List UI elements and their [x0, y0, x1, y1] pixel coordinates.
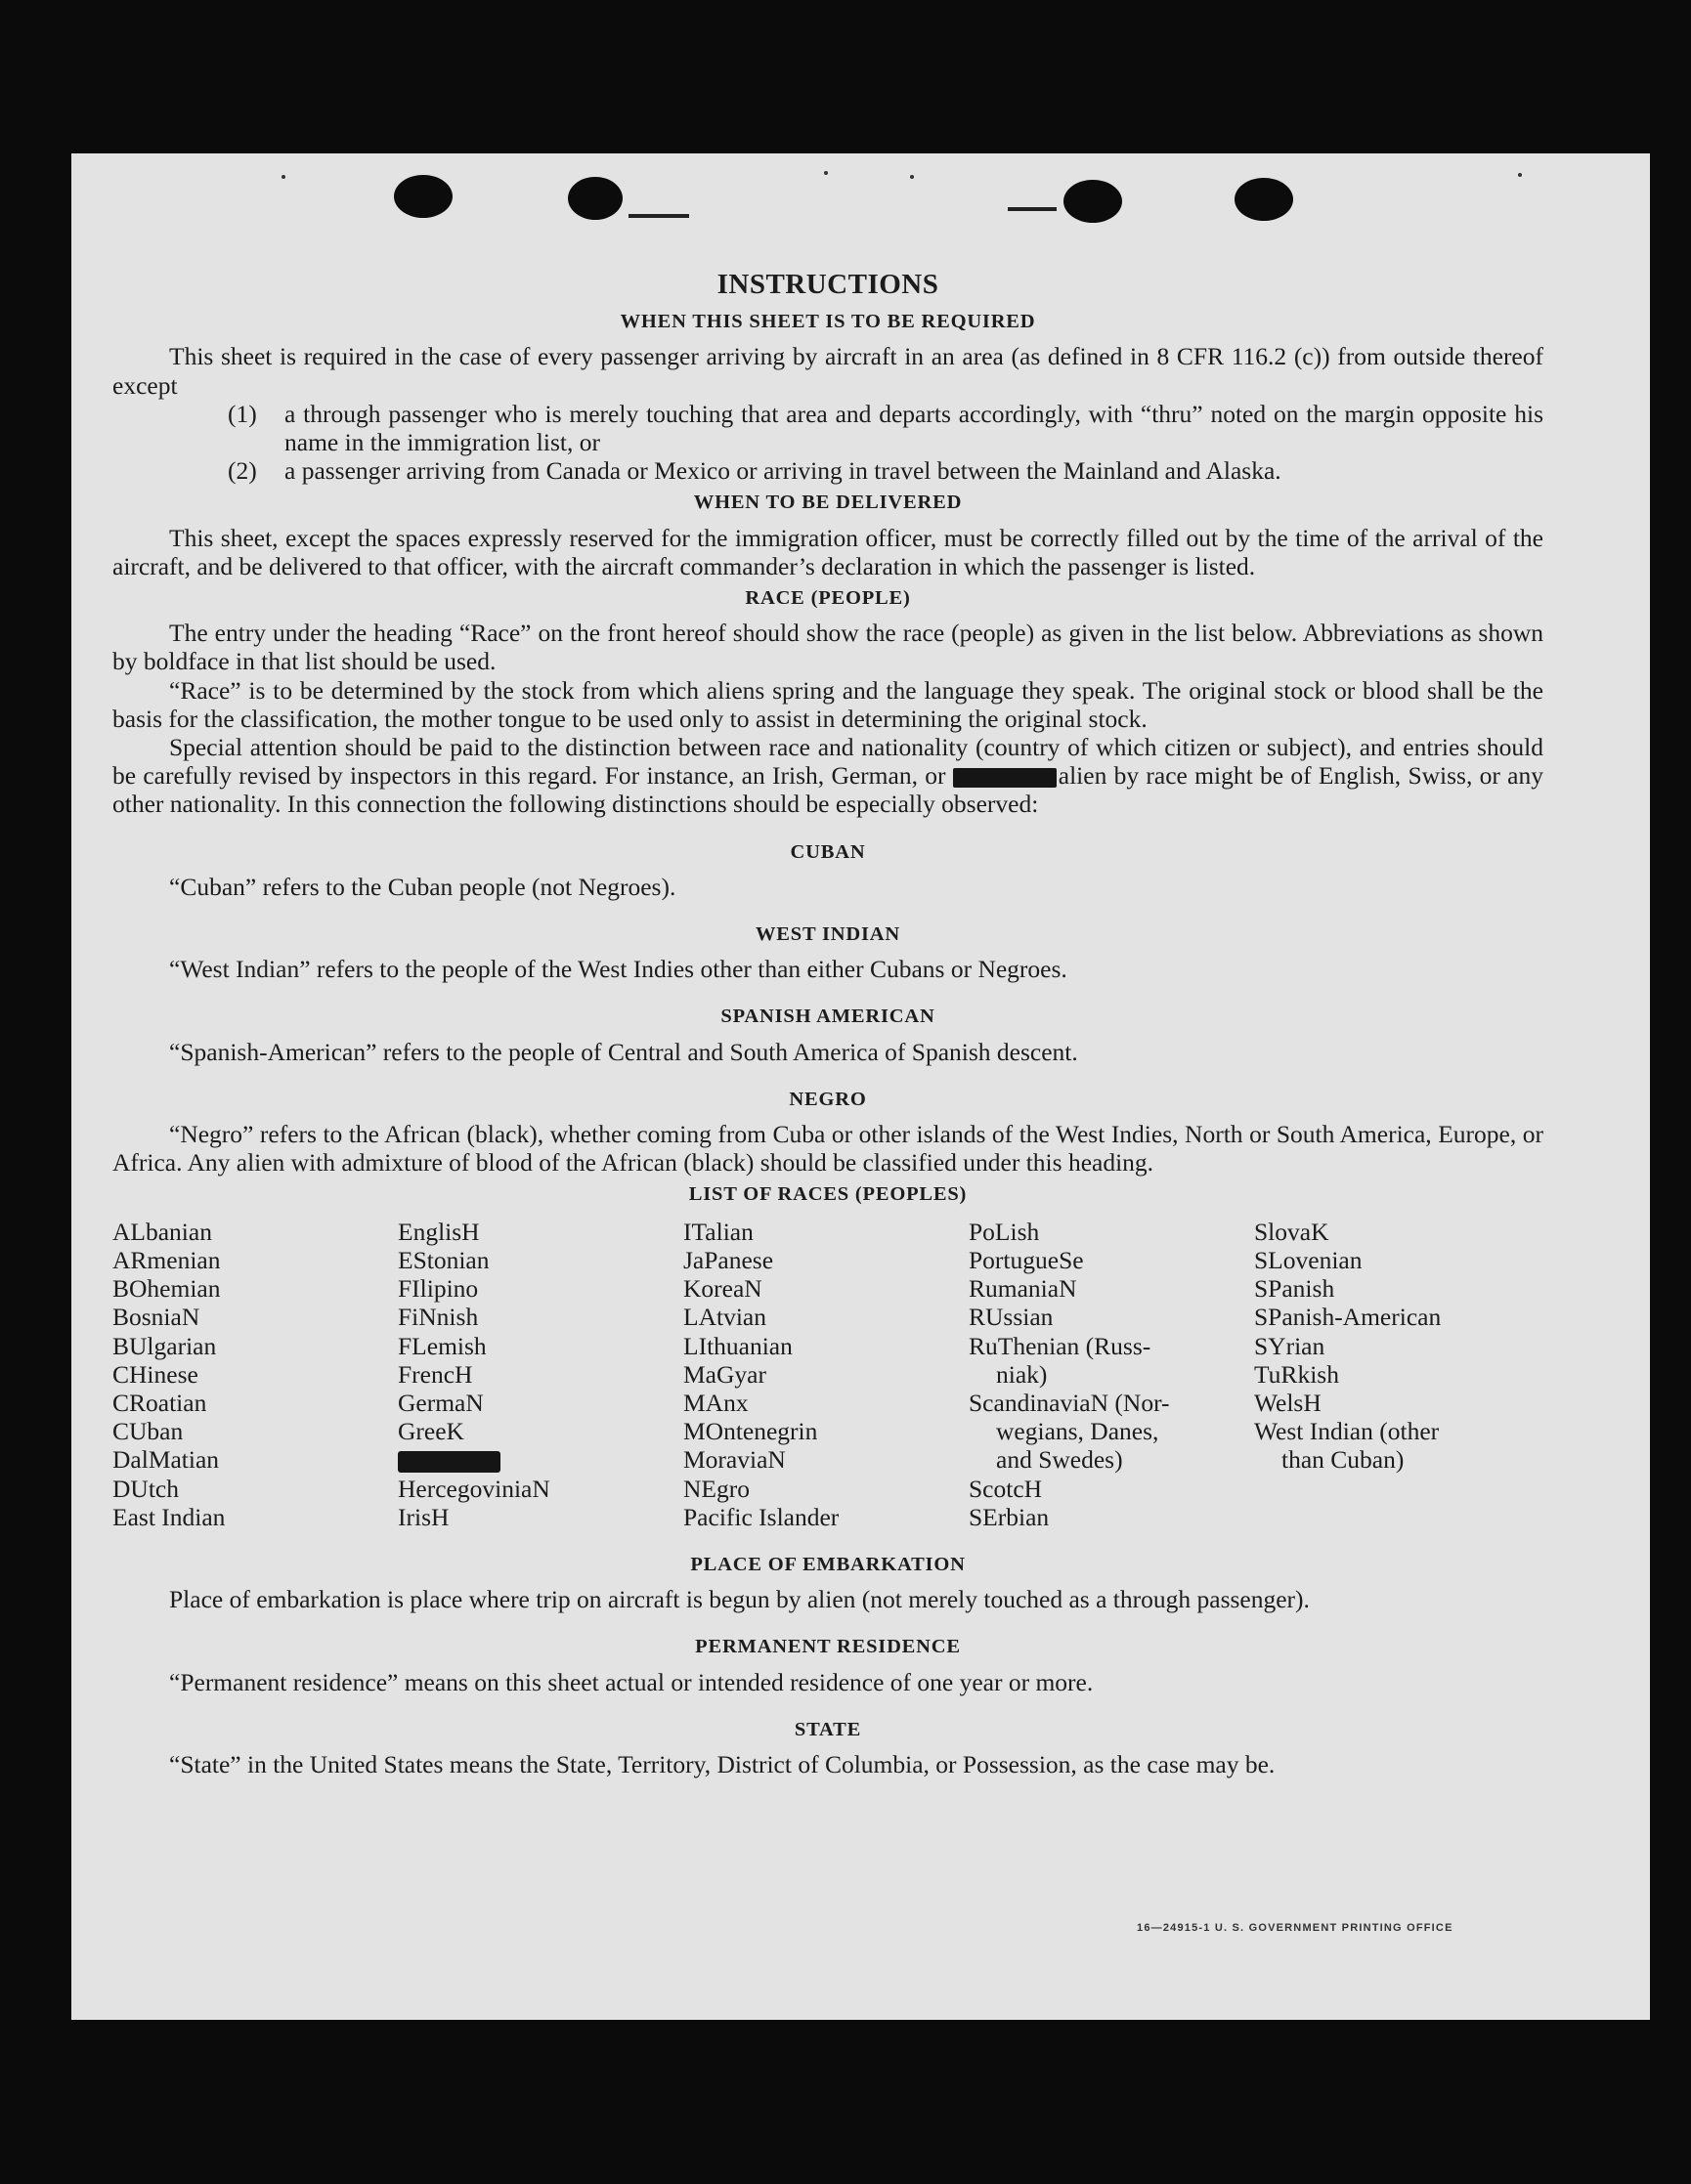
paragraph-race-3-text: Special attention should be paid to the distinction between race and nationality (country of which citizen or subject), and entries should be carefully revised by inspectors in this regard. For instance, an Irish, German, or [112, 733, 1543, 791]
race-entry: SPanish [1254, 1274, 1335, 1304]
paragraph-embarkation: Place of embarkation is place where trip on aircraft is begun by alien (not merely touched as a through passenger). [169, 1585, 1310, 1614]
race-entry: CHinese [112, 1359, 198, 1389]
item-number: (1) [228, 399, 257, 428]
race-entry: EStonian [398, 1245, 490, 1274]
paragraph-west-indian: “West Indian” refers to the people of the West Indies other than either Cubans or Negroes. [169, 955, 1067, 984]
heading-when-delivered: WHEN TO BE DELIVERED [693, 492, 963, 514]
race-entry: HercegoviniaN [398, 1474, 550, 1503]
race-entry: RuThenian (Russ- [969, 1331, 1151, 1360]
paragraph-race-1: The entry under the heading “Race” on the front hereof should show the race (people) as given in the list below. Abbreviations as shown by boldface in that list should be used. [112, 619, 1543, 676]
heading-embarkation: PLACE OF EMBARKATION [690, 1553, 966, 1575]
race-entry: SErbian [969, 1502, 1050, 1531]
race-entry-continued: wegians, Danes, [996, 1417, 1159, 1446]
race-entry: RumaniaN [969, 1274, 1077, 1304]
race-entry: TuRkish [1254, 1359, 1339, 1389]
punch-hole [1235, 178, 1293, 221]
race-entry: FIlipino [398, 1274, 479, 1304]
race-entry: CUban [112, 1417, 184, 1446]
race-entry: SYrian [1254, 1331, 1325, 1360]
race-entry: ScotcH [969, 1474, 1043, 1503]
race-entry: ITalian [683, 1217, 754, 1246]
race-entry: DalMatian [112, 1445, 220, 1475]
race-entry: FiNnish [398, 1303, 479, 1332]
paragraph-race-2: “Race” is to be determined by the stock from which aliens spring and the language they speak. The original stock or blood shall be the basis for the classification, the mother tongue to be used only to assist in determining the original stock. [112, 675, 1543, 733]
race-entry: BUlgarian [112, 1331, 217, 1360]
race-entry: JaPanese [683, 1245, 774, 1274]
paragraph-when-delivered: This sheet, except the spaces expressly reserved for the immigration officer, must be correctly filled out by the time of the arrival of the aircraft, and be delivered to that officer, with the aircraft commander’s declaration in which the passenger is listed. [112, 523, 1543, 580]
item-text: a passenger arriving from Canada or Mexico or arriving in travel between the Mainland and Alaska. [284, 456, 1281, 486]
race-entry: SlovaK [1254, 1217, 1329, 1246]
redacted-race-entry [398, 1445, 683, 1474]
race-entry: RUssian [969, 1303, 1054, 1332]
heading-when-required: WHEN THIS SHEET IS TO BE REQUIRED [620, 311, 1036, 333]
paragraph-race-3-cont: alien by race might be of English, Swiss, or any other nationality. In this connection the following distinctions should be especially observed: [112, 761, 1544, 819]
paragraph-cuban: “Cuban” refers to the Cuban people (not Negroes). [169, 872, 676, 901]
punch-hole [1063, 180, 1122, 223]
punch-hole [394, 175, 453, 218]
race-entry: ScandinaviaN (Nor- [969, 1388, 1170, 1417]
races-list [112, 1218, 1543, 1531]
heading-list-of-races: LIST OF RACES (PEOPLES) [688, 1183, 968, 1206]
race-entry: East Indian [112, 1502, 226, 1531]
paragraph-negro: “Negro” refers to the African (black), whether coming from Cuba or other islands of the West Indies, North or South America, Europe, or Africa. Any alien with admixture of blood of the African (black) should be classified under this heading. [112, 1120, 1543, 1178]
race-entry: LAtvian [683, 1303, 766, 1332]
instructions-content [112, 271, 1543, 1778]
redaction-mark [953, 768, 1057, 788]
race-entry: CRoatian [112, 1388, 207, 1417]
race-entry: MOntenegrin [683, 1417, 818, 1446]
race-entry: ALbanian [112, 1217, 212, 1246]
heading-state: STATE [794, 1718, 862, 1740]
scan-speck [282, 175, 285, 179]
page-title: INSTRUCTIONS [716, 269, 939, 300]
race-entry: MAnx [683, 1388, 749, 1417]
race-entry: LIthuanian [683, 1331, 793, 1360]
race-entry: NEgro [683, 1474, 750, 1503]
race-entry: Pacific Islander [683, 1502, 840, 1531]
race-entry: West Indian (other [1254, 1417, 1440, 1446]
scan-mark [1008, 207, 1057, 211]
races-column [969, 1218, 1254, 1531]
race-entry: GermaN [398, 1388, 484, 1417]
scan-speck [910, 175, 914, 179]
paragraph-state: “State” in the United States means the State, Territory, District of Columbia, or Possession, as the case may be. [169, 1749, 1276, 1778]
paragraph-residence: “Permanent residence” means on this sheet actual or intended residence of one year or more. [169, 1667, 1094, 1696]
races-column [683, 1218, 969, 1531]
race-entry: BosniaN [112, 1303, 200, 1332]
heading-race: RACE (PEOPLE) [745, 587, 911, 610]
race-entry: SLovenian [1254, 1245, 1363, 1274]
paragraph-when-required: This sheet is required in the case of every passenger arriving by aircraft in an area (as defined in 8 CFR 116.2 (c)) from outside thereof except [112, 342, 1543, 400]
heading-residence: PERMANENT RESIDENCE [695, 1636, 961, 1658]
race-entry: EnglisH [398, 1217, 480, 1246]
race-entry: PoLish [969, 1217, 1040, 1246]
printing-office-code: 16—24915-1 U. S. GOVERNMENT PRINTING OFFICE [1137, 1922, 1453, 1934]
scan-speck [1518, 173, 1522, 177]
paragraph-spanish-american: “Spanish-American” refers to the people of Central and South America of Spanish descent. [169, 1037, 1078, 1066]
heading-negro: NEGRO [789, 1088, 867, 1110]
race-entry: ARmenian [112, 1245, 221, 1274]
race-entry: FrencH [398, 1359, 473, 1389]
item-number: (2) [228, 456, 257, 486]
races-column [112, 1218, 398, 1531]
redaction-mark [398, 1451, 500, 1473]
scan-mark [629, 214, 689, 218]
race-entry: MoraviaN [683, 1445, 786, 1475]
race-entry-continued: than Cuban) [1281, 1445, 1405, 1475]
race-entry-continued: and Swedes) [996, 1445, 1123, 1475]
scan-speck [824, 171, 828, 175]
races-column [398, 1218, 683, 1531]
punch-hole [568, 177, 623, 220]
list-item [112, 456, 1543, 485]
paragraph-race-3 [112, 733, 1543, 819]
race-entry-continued: niak) [996, 1359, 1048, 1389]
item-text: a through passenger who is merely touching that area and departs accordingly, with “thru” noted on the margin opposite his name in the immigration list, or [284, 399, 1543, 457]
race-entry: DUtch [112, 1474, 179, 1503]
races-column [1254, 1218, 1543, 1531]
race-entry: SPanish-American [1254, 1303, 1442, 1332]
race-entry: FLemish [398, 1331, 487, 1360]
document-sheet [71, 153, 1650, 2020]
heading-west-indian: WEST INDIAN [756, 923, 900, 946]
race-entry: PortugueSe [969, 1245, 1084, 1274]
heading-spanish-american: SPANISH AMERICAN [720, 1006, 935, 1028]
list-item [112, 400, 1543, 456]
heading-cuban: CUBAN [790, 840, 866, 863]
race-entry: MaGyar [683, 1359, 766, 1389]
race-entry: BOhemian [112, 1274, 221, 1304]
race-entry: IrisH [398, 1502, 450, 1531]
race-entry: WelsH [1254, 1388, 1322, 1417]
race-entry: GreeK [398, 1417, 464, 1446]
race-entry: KoreaN [683, 1274, 762, 1304]
